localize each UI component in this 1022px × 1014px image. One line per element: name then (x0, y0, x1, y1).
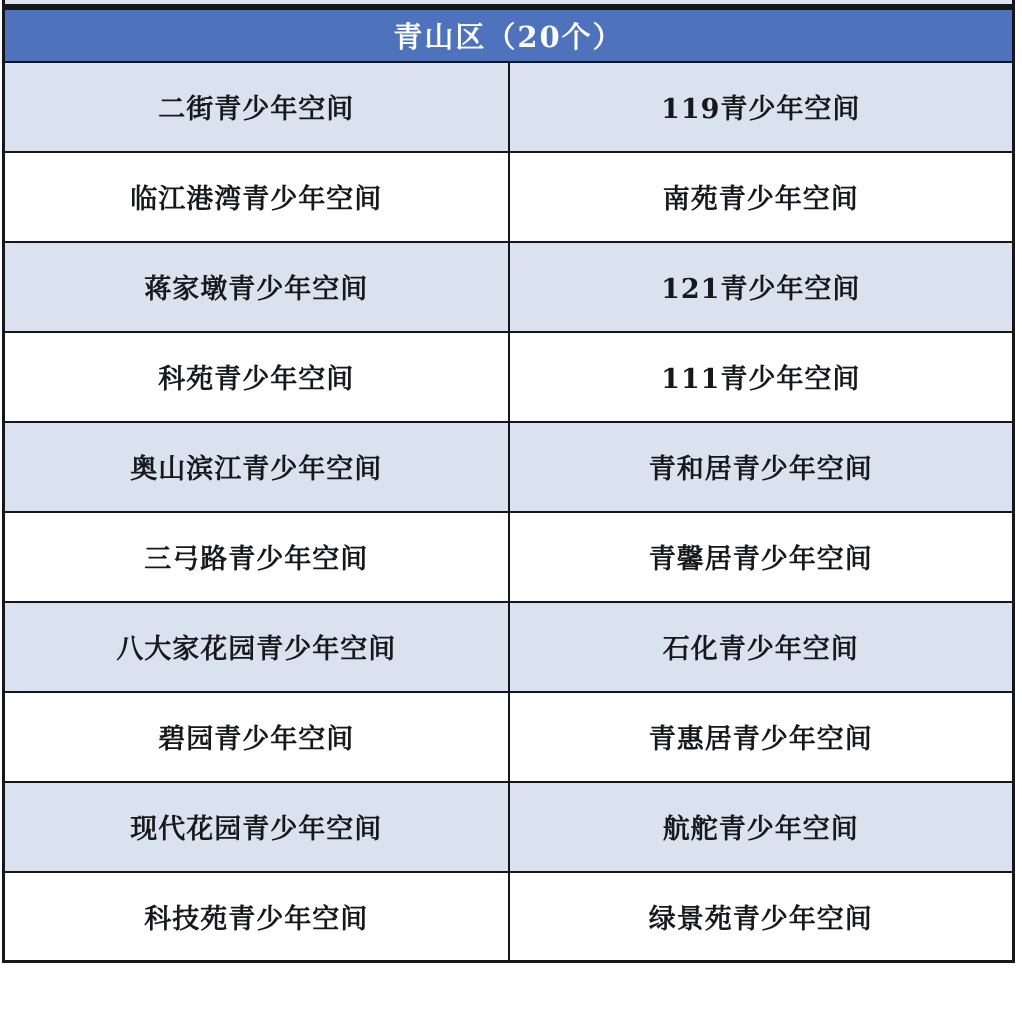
table-title: 青山区（20个） (4, 9, 1014, 62)
table-cell: 科技苑青少年空间 (4, 872, 509, 962)
youth-space-table (2, 7, 1015, 963)
table-cell: 119青少年空间 (509, 62, 1014, 152)
table-cell: 现代花园青少年空间 (4, 782, 509, 872)
table-cell: 碧园青少年空间 (4, 692, 509, 782)
table-row (4, 152, 1014, 242)
table-row (4, 332, 1014, 422)
table-cell: 蒋家墩青少年空间 (4, 242, 509, 332)
table-cell: 八大家花园青少年空间 (4, 602, 509, 692)
table-cell: 临江港湾青少年空间 (4, 152, 509, 242)
table-row (4, 692, 1014, 782)
table-row (4, 512, 1014, 602)
table-cell: 奥山滨江青少年空间 (4, 422, 509, 512)
table-row (4, 782, 1014, 872)
table-row (4, 422, 1014, 512)
table-cell: 南苑青少年空间 (509, 152, 1014, 242)
table-cell: 青和居青少年空间 (509, 422, 1014, 512)
table-cell: 绿景苑青少年空间 (509, 872, 1014, 962)
previous-table-edge (2, 0, 1015, 7)
table-row (4, 872, 1014, 962)
table-cell: 二街青少年空间 (4, 62, 509, 152)
table-cell: 石化青少年空间 (509, 602, 1014, 692)
table-cell: 121青少年空间 (509, 242, 1014, 332)
table-row (4, 602, 1014, 692)
table-row (4, 242, 1014, 332)
table-row (4, 62, 1014, 152)
table-cell: 科苑青少年空间 (4, 332, 509, 422)
table-cell: 航舵青少年空间 (509, 782, 1014, 872)
table-cell: 青惠居青少年空间 (509, 692, 1014, 782)
table-cell: 111青少年空间 (509, 332, 1014, 422)
table-cell: 青馨居青少年空间 (509, 512, 1014, 602)
table-header-row (4, 9, 1014, 62)
table-cell: 三弓路青少年空间 (4, 512, 509, 602)
